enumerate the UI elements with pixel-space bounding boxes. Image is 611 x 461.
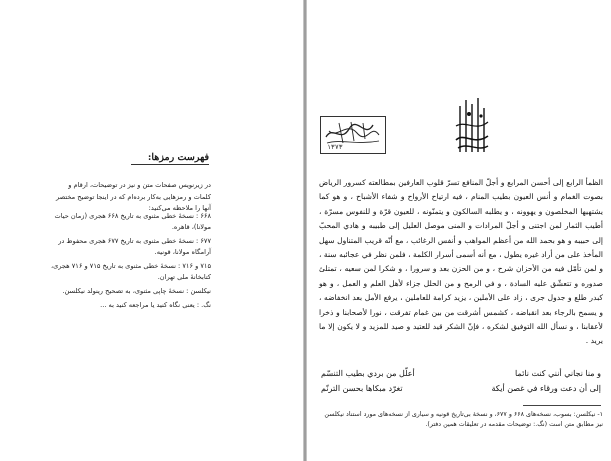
verse-line — [321, 366, 601, 381]
verse-hemistich: تغرّد مبكاها بحسن الترنّم — [321, 384, 403, 393]
verse-line — [321, 381, 601, 396]
symbols-list — [49, 211, 211, 314]
verse-hemistich: و منا نجاني أنني كنت نائما — [515, 369, 601, 378]
right-page — [307, 0, 611, 461]
symbol-item: ۷۱۵ و ۷۱۶ : نسخهٔ خطی مثنوی به تاریخ ۷۱۵ و ۷۱۶ هجری، کتابخانهٔ ملی تهران. — [51, 262, 211, 281]
verse-hemistich: إلى أن دعت ورقاء في غصن أيكة — [491, 384, 601, 393]
footnote: ۱- نیکلسن: بسوب، نسخه‌های ۶۶۸ و ۶۷۷، و نسخهٔ بی‌تاریخ قونیه و سیاری از نسخه‌های مورد استناد نیکلسن نیز مطابق متن است (نگ.: توضیحات مقدمه در تعلیقات همین دفتر). — [324, 411, 603, 428]
symbols-title: فهرست رمزها: — [147, 152, 209, 163]
footnote-rule — [523, 405, 601, 406]
calligraphic-seal-icon — [452, 96, 492, 154]
verse-hemistich: أعلّل من بردي بطيب التنسّم — [321, 369, 415, 378]
verse-block — [321, 366, 601, 396]
library-stamp-icon — [320, 116, 386, 154]
symbols-intro: در زیرنویس صفحات متن و نیز در توضیحات، ارقام و کلمات و رمزهایی به‌کار برده‌ام که در اینجا توضیح مختصر آنها را ملاحظه می‌کنید: — [56, 181, 211, 212]
symbol-item: ۶۷۷ : نسخهٔ خطی مثنوی به تاریخ ۶۷۷ هجری محفوظ در آرامگاه مولانا، قونیه. — [58, 237, 211, 256]
stamp-number: ۱۳۷۳ — [327, 143, 343, 151]
symbol-item: نگ. : یعنی نگاه کنید یا مراجعه کنید به ... — [100, 301, 211, 309]
symbol-item: ۶۶۸ : نسخهٔ خطی مثنوی به تاریخ ۶۶۸ هجری (زمان حیات مولانا)، قاهره. — [54, 212, 211, 231]
symbol-item: نیکلسن : نسخهٔ چاپی مثنوی، به تصحیح رینولد نیکلسن. — [62, 287, 211, 295]
arabic-main-text: الظمأ الرابع إلى أحسن المرابع و أجلّ المنافع تسرّ قلوب العارفين بمطالعته كسرور الرياض بصوت الغمام و أنس العيون بطيب المنام ، فيه ارتياح الأرواح و شفاء الأشباح ، و هو كما يشتهيها المخلصون و يهوونه ، و يطلبه السالكون و يتمنّونه ، للعيون قرّة و للنفوس مسرّة ، أطيب الثمار لمن اجتنى و أجلّ المرادات و المنى موصل العليل إلى طبيبه و هادي المحبّ إلى حبيبه و هو بحمد الله من أعظم المواهب و أنفس الرغائب ، مع أنّه قريب المتناول سهل المأخذ على من أراد غيره يطول ، مع أنه أسمى أسرار الكلمة ، فلمن نظر في عجائبه سنة ، و لمن تأمّل فيه من الأحزان شرح ، و من الحزن بعد و سرورا ، و شكرا لمن سعيه ، تمتلئ صدوره و تتعشّق عليه السادة ، و في الرمح و من الحلل جزاء لأهل العلم و العمل ، و هو كبدر طلع و جدول جرى ، زاد على الأملين ، يزيد كرامة للعاملين ، يرفع الأمل بعد انخفاضه ، و يسمح بالرجاء بعد انقباضه ، كشمس أشرقت من بين غمام تفرقت ، نورا لأصحابنا و ذخرا لأعقابنا ، و نسأل الله التوفيق لشكره ، فإنّ الشكر قيد للعتيد و صيد للمزيد و لا يكون إلا ما يريد . — [319, 178, 603, 346]
left-page — [0, 0, 303, 461]
title-underline — [131, 164, 209, 165]
